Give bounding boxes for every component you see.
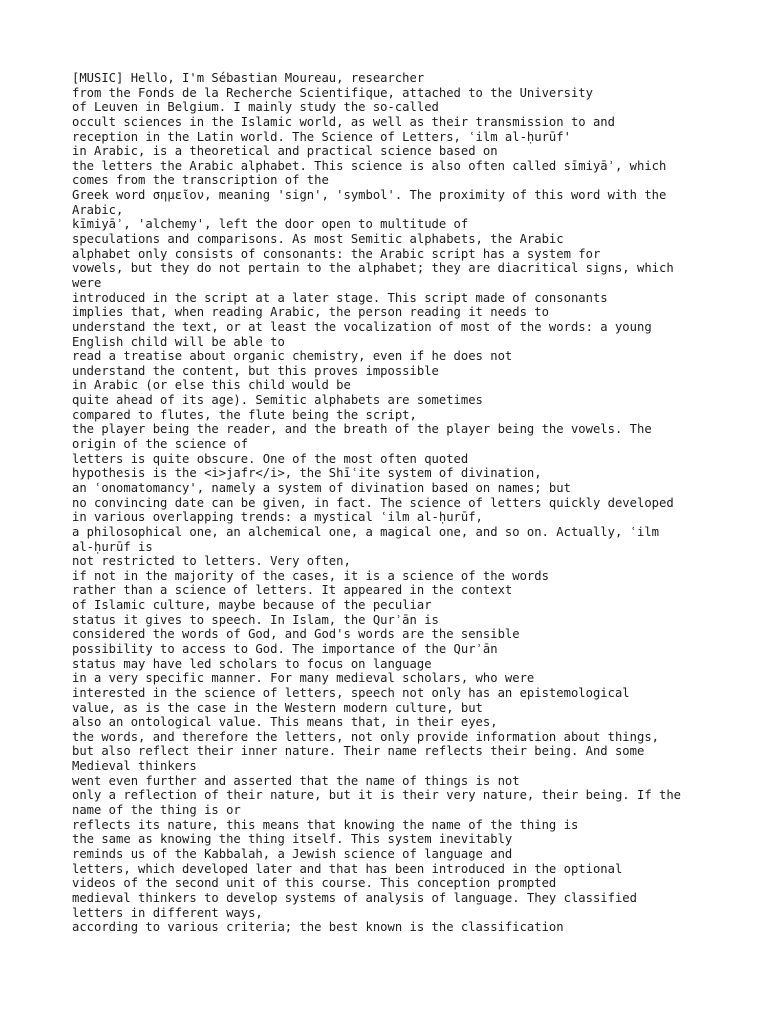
transcript-text-block [72, 71, 712, 935]
transcript-line: Arabic, [72, 202, 124, 217]
transcript-line: [MUSIC] Hello, I'm Sébastian Moureau, researcher [72, 71, 425, 85]
transcript-line: comes from the transcription of the [72, 173, 329, 188]
transcript-line: implies that, when reading Arabic, the person reading it needs to [72, 305, 549, 320]
transcript-line: quite ahead of its age). Semitic alphabets are sometimes [72, 393, 483, 408]
transcript-line: origin of the science of [72, 437, 249, 452]
transcript-line: Medieval thinkers [72, 759, 197, 774]
transcript-line: in Arabic (or else this child would be [72, 378, 351, 393]
transcript-line: of Islamic culture, maybe because of the peculiar [72, 598, 432, 613]
transcript-line: also an ontological value. This means that, in their eyes, [72, 715, 498, 730]
transcript-line: in various overlapping trends: a mystical ʿilm al-ḥurūf, [72, 510, 483, 525]
transcript-line: if not in the majority of the cases, it is a science of the words [72, 568, 549, 583]
transcript-line: understand the content, but this proves impossible [72, 363, 439, 378]
transcript-line: letters, which developed later and that has been introduced in the optional [72, 861, 623, 876]
transcript-line: possibility to access to God. The importance of the Qurʾān [72, 641, 498, 656]
transcript-line: status may have led scholars to focus on language [72, 656, 432, 671]
transcript-line: status it gives to speech. In Islam, the Qurʾān is [72, 612, 439, 627]
transcript-line: name of the thing is or [72, 803, 241, 818]
transcript-line: medieval thinkers to develop systems of analysis of language. They classified [72, 890, 637, 905]
transcript-line: value, as is the case in the Western modern culture, but [72, 700, 483, 715]
transcript-line: a philosophical one, an alchemical one, a magical one, and so on. Actually, ʿilm [72, 524, 659, 539]
transcript-line: the letters the Arabic alphabet. This science is also often called sīmiyāʾ, which [72, 158, 667, 173]
transcript-line: considered the words of God, and God's words are the sensible [72, 627, 520, 642]
transcript-line: letters is quite obscure. One of the most often quoted [72, 451, 469, 466]
transcript-line: read a treatise about organic chemistry, even if he does not [72, 349, 513, 364]
transcript-line: only a reflection of their nature, but it is their very nature, their being. If the [72, 788, 682, 803]
transcript-line: letters in different ways, [72, 905, 263, 920]
transcript-line: but also reflect their inner nature. Their name reflects their being. And some [72, 744, 645, 759]
transcript-line: reflects its nature, this means that knowing the name of the thing is [72, 817, 579, 832]
transcript-line: in Arabic, is a theoretical and practical science based on [72, 144, 498, 159]
transcript-line: speculations and comparisons. As most Semitic alphabets, the Arabic [72, 232, 564, 247]
transcript-line: an ʿonomatomancy', namely a system of divination based on names; but [72, 480, 571, 495]
transcript-line: no convincing date can be given, in fact. The science of letters quickly developed [72, 495, 674, 510]
transcript-line: were [72, 275, 102, 290]
transcript-line: occult sciences in the Islamic world, as well as their transmission to and [72, 114, 615, 129]
transcript-line: introduced in the script at a later stage. This script made of consonants [72, 290, 608, 305]
transcript-line: compared to flutes, the flute being the script, [72, 407, 417, 422]
transcript-line: rather than a science of letters. It appeared in the context [72, 583, 513, 598]
transcript-line: hypothesis is the <i>jafr</i>, the Shīʿite system of divination, [72, 466, 542, 481]
transcript-line: al-ḥurūf is [72, 539, 153, 554]
transcript-line: in a very specific manner. For many medieval scholars, who were [72, 671, 535, 686]
transcript-line: videos of the second unit of this course. This conception prompted [72, 876, 557, 891]
transcript-line: English child will be able to [72, 334, 285, 349]
transcript-line: alphabet only consists of consonants: the Arabic script has a system for [72, 246, 601, 261]
transcript-line: understand the text, or at least the vocalization of most of the words: a young [72, 319, 652, 334]
transcript-line: went even further and asserted that the name of things is not [72, 773, 520, 788]
transcript-line: from the Fonds de la Recherche Scientifique, attached to the University [72, 85, 593, 100]
transcript-line: vowels, but they do not pertain to the alphabet; they are diacritical signs, which [72, 261, 674, 276]
transcript-line: the same as knowing the thing itself. This system inevitably [72, 832, 513, 847]
transcript-line: not restricted to letters. Very often, [72, 554, 351, 569]
transcript-line: kīmiyāʾ, 'alchemy', left the door open to multitude of [72, 217, 469, 232]
transcript-line: reminds us of the Kabbalah, a Jewish science of language and [72, 846, 513, 861]
transcript-line: interested in the science of letters, speech not only has an epistemological [72, 685, 630, 700]
transcript-line: Greek word σημεῖον, meaning 'sign', 'symbol'. The proximity of this word with the [72, 188, 667, 203]
transcript-line: of Leuven in Belgium. I mainly study the so-called [72, 100, 439, 115]
transcript-line: reception in the Latin world. The Science of Letters, ʿilm al-ḥurūf' [72, 129, 571, 144]
transcript-line: the player being the reader, and the breath of the player being the vowels. The [72, 422, 652, 437]
transcript-line: according to various criteria; the best known is the classification [72, 920, 564, 935]
transcript-line: the words, and therefore the letters, not only provide information about things, [72, 729, 659, 744]
